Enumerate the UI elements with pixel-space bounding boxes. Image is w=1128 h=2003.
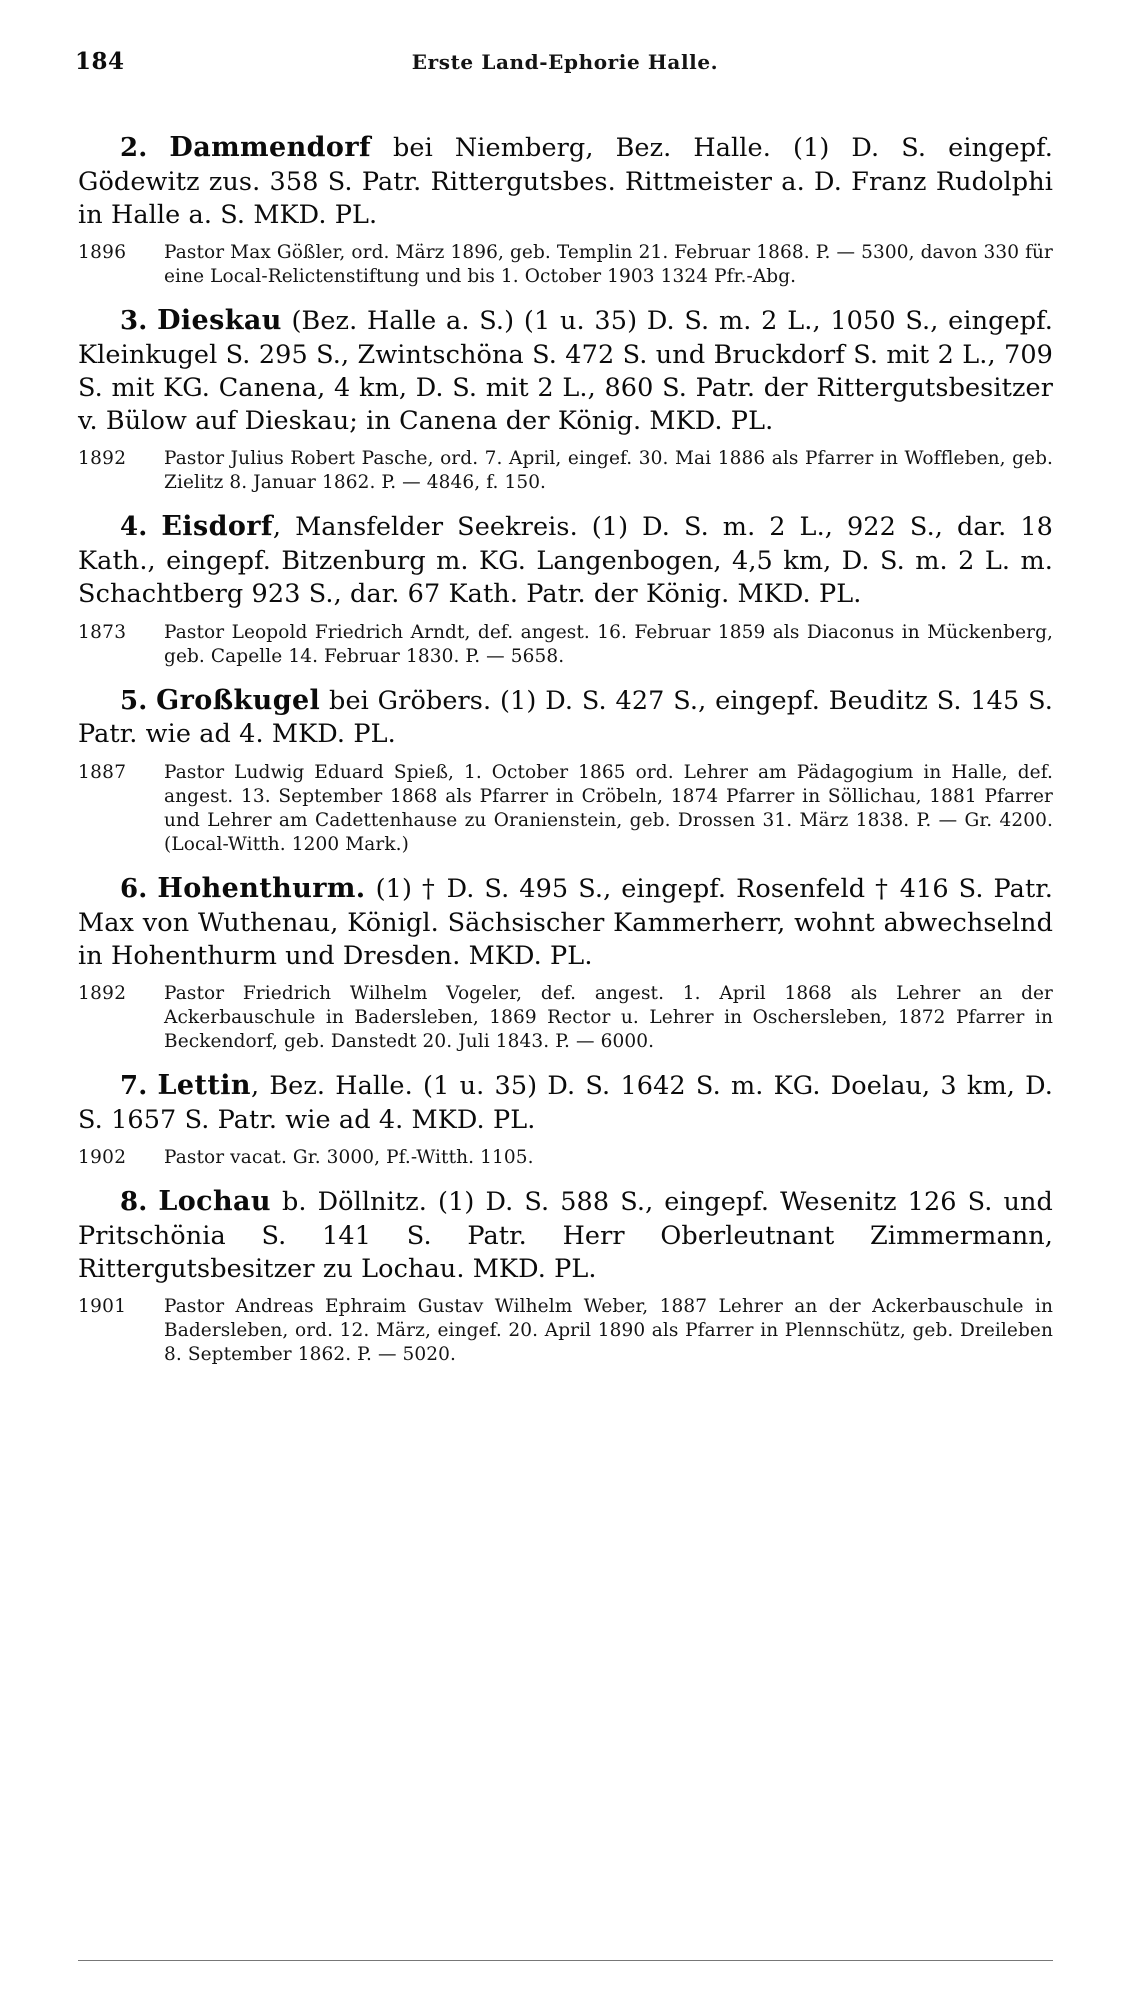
entry-dammendorf bbox=[78, 130, 1053, 289]
entry-note bbox=[78, 447, 1053, 495]
note-text: Pastor vacat. Gr. 3000, Pf.-Witth. 1105. bbox=[164, 1146, 534, 1168]
entry-number: 4. bbox=[120, 512, 148, 543]
entry-heading bbox=[78, 509, 1053, 611]
entry-note bbox=[78, 1146, 1053, 1170]
note-year: 1892 bbox=[78, 982, 127, 1004]
entry-place: Großkugel bbox=[156, 684, 321, 716]
entry-number: 7. bbox=[120, 1071, 148, 1101]
entry-heading bbox=[78, 1184, 1053, 1286]
note-year: 1892 bbox=[78, 448, 127, 470]
page-header bbox=[75, 48, 1055, 78]
note-text: Pastor Friedrich Wilhelm Vogeler, def. angest. 1. April 1868 als Lehrer an der Ackerbauschule in Badersleben, 1869 Rector u. Lehrer in Oschersleben, 1872 Pfarrer in Beckendorf, geb. Danstedt 20. Juli 1843. P. — 6000. bbox=[164, 982, 1053, 1052]
entry-text: bei Gröbers. (1) D. S. 427 S., eingepf. Beuditz S. 145 S. Patr. wie ad 4. MKD. PL. bbox=[78, 685, 1053, 750]
entry-number: 6. bbox=[120, 873, 148, 904]
page-number: 184 bbox=[75, 48, 125, 75]
entry-dieskau bbox=[78, 303, 1053, 495]
entry-place: Dieskau bbox=[157, 305, 282, 337]
entry-text: (1) † D. S. 495 S., eingepf. Rosenfeld † 416 S. Patr. Max von Wuthenau, Königl. Sächsischer Kammerherr, wohnt abwechselnd in Hohenthurm und Dresden. MKD. PL. bbox=[78, 873, 1053, 971]
note-year: 1901 bbox=[78, 1296, 127, 1318]
entry-note bbox=[78, 982, 1053, 1054]
entry-place: Lettin bbox=[157, 1070, 251, 1101]
entry-number: 5. bbox=[120, 685, 148, 716]
entry-eisdorf bbox=[78, 509, 1053, 668]
entry-number: 3. bbox=[120, 306, 148, 337]
entry-place: Hohenthurm. bbox=[157, 872, 366, 904]
entry-text: , Bez. Halle. (1 u. 35) D. S. 1642 S. m. KG. Doelau, 3 km, D. S. 1657 S. Patr. wie ad 4. MKD. PL. bbox=[78, 1071, 1053, 1135]
entry-lettin bbox=[78, 1068, 1053, 1170]
note-text: Pastor Julius Robert Pasche, ord. 7. April, eingef. 30. Mai 1886 als Pfarrer in Woffleben, geb. Zielitz 8. Januar 1862. P. — 4846, f. 150. bbox=[164, 448, 1053, 494]
note-year: 1873 bbox=[78, 621, 127, 643]
body-column bbox=[78, 130, 1053, 1381]
note-text: Pastor Max Gößler, ord. März 1896, geb. Templin 21. Februar 1868. P. — 5300, davon 330 für eine Local-Relictenstiftung und bis 1. October 1903 1324 Pfr.-Abg. bbox=[164, 242, 1053, 288]
entry-text: b. Döllnitz. (1) D. S. 588 S., eingepf. Wesenitz 126 S. und Pritschönia S. 141 S. Patr. Herr Oberleutnant Zimmermann, Rittergutsbesitzer zu Lochau. MKD. PL. bbox=[78, 1186, 1053, 1284]
entry-heading bbox=[78, 1068, 1053, 1137]
entry-heading bbox=[78, 871, 1053, 973]
entry-note bbox=[78, 761, 1053, 857]
entry-note bbox=[78, 241, 1053, 289]
entry-place: Lochau bbox=[158, 1185, 271, 1217]
entry-text: (Bez. Halle a. S.) (1 u. 35) D. S. m. 2 L., 1050 S., eingepf. Kleinkugel S. 295 S., Zwintschöna S. 472 S. und Bruckdorf S. mit 2 L., 709 S. mit KG. Canena, 4 km, D. S. mit 2 L., 860 S. Patr. der Rittergutsbesitzer v. Bülow auf Dieskau; in Canena der König. MKD. PL. bbox=[78, 306, 1053, 437]
running-head: Erste Land-Ephorie Halle. bbox=[411, 50, 719, 74]
entry-number: 2. bbox=[120, 133, 148, 163]
entry-place: Dammendorf bbox=[169, 132, 371, 163]
bottom-rule bbox=[78, 1960, 1053, 1961]
note-year: 1887 bbox=[78, 761, 127, 783]
entry-grosskugel bbox=[78, 683, 1053, 857]
entry-text: bei Niemberg, Bez. Halle. (1) D. S. eingepf. Gödewitz zus. 358 S. Patr. Rittergutsbes. Rittmeister a. D. Franz Rudolphi in Halle a. S. MKD. PL. bbox=[78, 133, 1053, 230]
note-year: 1902 bbox=[78, 1146, 127, 1168]
entry-heading bbox=[78, 303, 1053, 438]
entry-number: 8. bbox=[120, 1186, 148, 1217]
entry-lochau bbox=[78, 1184, 1053, 1367]
entry-text: , Mansfelder Seekreis. (1) D. S. m. 2 L., 922 S., dar. 18 Kath., eingepf. Bitzenburg m. KG. Langenbogen, 4,5 km, D. S. m. 2 L. m. Schachtberg 923 S., dar. 67 Kath. Patr. der König. MKD. PL. bbox=[78, 512, 1053, 610]
entry-note bbox=[78, 621, 1053, 669]
note-text: Pastor Leopold Friedrich Arndt, def. angest. 16. Februar 1859 als Diaconus in Mückenberg, geb. Capelle 14. Februar 1830. P. — 5658. bbox=[164, 621, 1053, 667]
note-year: 1896 bbox=[78, 242, 127, 264]
entry-hohenthurm bbox=[78, 871, 1053, 1054]
entry-heading bbox=[78, 130, 1053, 232]
note-text: Pastor Andreas Ephraim Gustav Wilhelm Weber, 1887 Lehrer an der Ackerbauschule in Badersleben, ord. 12. März, eingef. 20. April 1890 als Pfarrer in Plennschütz, geb. Dreileben 8. September 1862. P. — 5020. bbox=[164, 1296, 1053, 1366]
entry-heading bbox=[78, 683, 1053, 752]
entry-note bbox=[78, 1295, 1053, 1367]
note-text: Pastor Ludwig Eduard Spieß, 1. October 1865 ord. Lehrer am Pädagogium in Halle, def. angest. 13. September 1868 als Pfarrer in Cröbeln, 1874 Pfarrer in Söllichau, 1881 Pfarrer und Lehrer am Cadettenhause zu Oranienstein, geb. Drossen 31. März 1838. P. — Gr. 4200. (Local-Witth. 1200 Mark.) bbox=[164, 761, 1053, 855]
entry-place: Eisdorf bbox=[161, 511, 273, 543]
